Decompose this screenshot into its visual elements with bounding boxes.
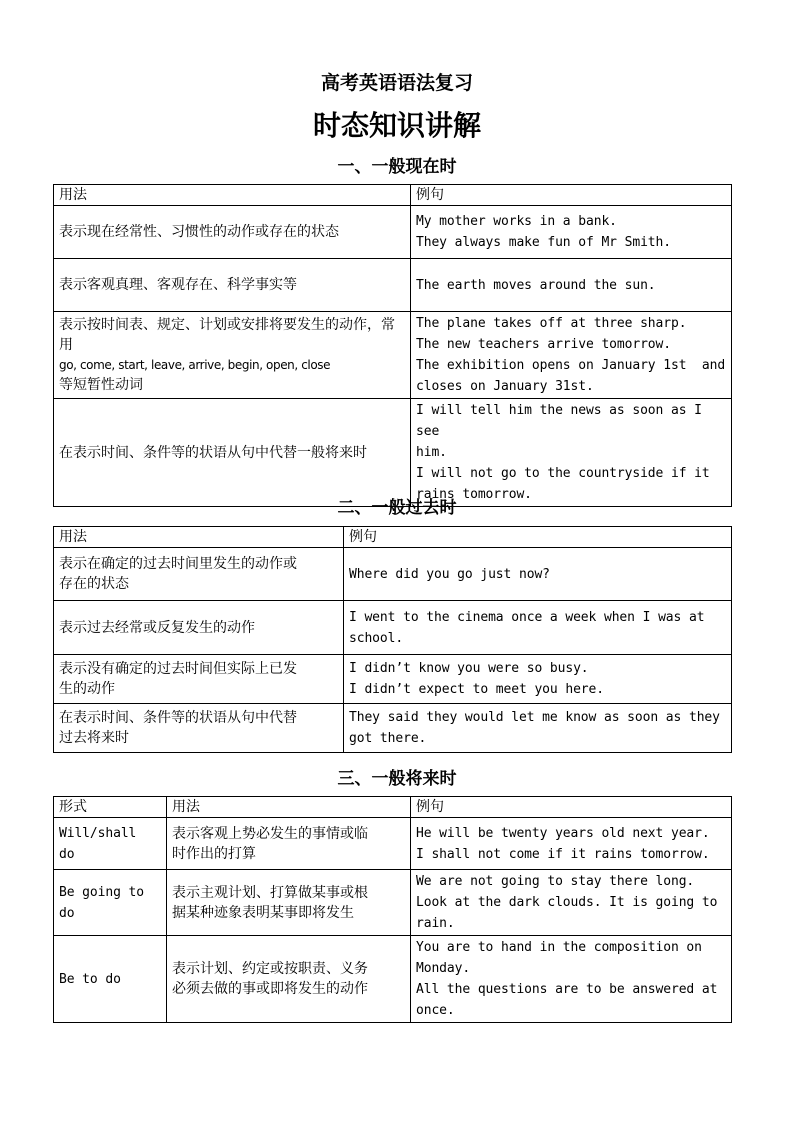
usage-line: 生的动作 [59,681,115,697]
table-header-row [54,185,732,206]
example-line: him. [416,445,447,460]
example-line: He will be twenty years old next year. [416,825,710,841]
table-row [54,870,732,936]
usage-line: 表示在确定的过去时间里发生的动作或 [59,556,297,572]
example-cell [411,936,732,1023]
table-row [54,936,732,1023]
example-line: We are not going to stay there long. [416,874,695,889]
example-cell [411,312,732,399]
example-line: The exhibition opens on January 1st and [416,358,726,373]
usage-cell: 表示过去经常或反复发生的动作 [54,601,344,655]
usage-line: 时作出的打算 [172,845,256,862]
form-cell [54,818,167,870]
example-cell [411,259,732,312]
header-form: 形式 [54,797,167,818]
usage-line: 必须去做的事或即将发生的动作 [172,981,368,997]
table-row [54,206,732,259]
form-line: do [59,905,75,921]
usage-line: 据某种迹象表明某事即将发生 [172,904,354,921]
document-subtitle: 时态知识讲解 [312,109,481,142]
example-line: closes on January 31st. [416,379,594,394]
table-row [54,399,732,507]
usage-cell: 在表示时间、条件等的状语从句中代替一般将来时 [54,399,411,507]
usage-line: 过去将来时 [59,730,129,746]
example-line: They always make fun of Mr Smith. [416,235,671,250]
example-line: My mother works in a bank. [416,214,617,229]
table-future-simple [53,796,732,1023]
example-line: All the questions are to be answered at [416,982,718,997]
table-past-simple [53,526,732,753]
table-header-row [54,527,732,548]
header-example: 例句 [411,185,732,206]
form-line: do [59,846,75,862]
example-line: The earth moves around the sun. [416,277,656,293]
header-example: 例句 [411,797,732,818]
example-cell [411,870,732,936]
usage-cell [167,936,411,1023]
usage-line: 表示没有确定的过去时间但实际上已发 [59,661,297,677]
example-line: The new teachers arrive tomorrow. [416,337,671,352]
section-heading-past: 二、一般过去时 [337,498,457,518]
header-usage: 用法 [54,185,411,206]
form-line: Be going to [59,884,144,900]
usage-line: 表示主观计划、打算做某事或根 [172,884,368,901]
table-row [54,312,732,399]
example-cell [344,655,732,704]
example-line: Monday. [416,961,471,976]
usage-line: 表示按时间表、规定、计划或安排将要发生的动作，常用 [59,317,395,353]
table-row [54,601,732,655]
example-line: I didn’t know you were so busy. [349,661,589,676]
example-line: rain. [416,916,455,931]
usage-line: 表示客观上势必发生的事情或临 [172,825,368,842]
example-line: Where did you go just now? [349,566,550,582]
example-cell [411,206,732,259]
example-line: Look at the dark clouds. It is going to [416,895,718,910]
form-cell [54,870,167,936]
usage-cell [54,655,344,704]
example-line: I will tell him the news as soon as I see [416,403,702,439]
usage-cell: 表示现在经常性、习惯性的动作或存在的状态 [54,206,411,259]
usage-cell [167,870,411,936]
usage-cell [54,548,344,601]
example-line: rains tomorrow. [416,487,532,502]
example-cell [411,399,732,507]
usage-line: 等短暂性动词 [59,377,143,393]
example-line: once. [416,1003,455,1018]
table-row [54,548,732,601]
usage-line: go, come, start, leave, arrive, begin, open, close [59,358,331,372]
section-heading-future: 三、一般将来时 [337,769,457,789]
example-line: I didn’t expect to meet you here. [349,682,604,697]
example-cell [411,818,732,870]
example-line: They said they would let me know as soon as they [349,710,720,725]
example-line: got there. [349,731,427,746]
document-title: 高考英语语法复习 [320,72,473,94]
usage-cell [54,312,411,399]
form-line: Will/shall [59,825,137,841]
form-cell [54,936,167,1023]
example-cell [344,704,732,753]
section-heading-present: 一、一般现在时 [337,157,457,177]
header-example: 例句 [344,527,732,548]
usage-line: 存在的状态 [59,576,129,592]
example-line: school. [349,630,404,646]
form-line: Be to do [59,971,121,987]
usage-line: 表示计划、约定或按职责、义务 [172,961,368,977]
table-row [54,655,732,704]
example-line: The plane takes off at three sharp. [416,316,687,331]
usage-line: 在表示时间、条件等的状语从句中代替 [59,710,297,726]
table-row [54,818,732,870]
example-line: You are to hand in the composition on [416,940,702,955]
table-row [54,259,732,312]
example-line: I went to the cinema once a week when I was at [349,609,705,625]
usage-cell [167,818,411,870]
example-cell [344,601,732,655]
example-cell [344,548,732,601]
example-line: I shall not come if it rains tomorrow. [416,846,710,862]
usage-cell [54,704,344,753]
header-usage: 用法 [167,797,411,818]
example-line: I will not go to the countryside if it [416,466,710,481]
table-present-simple [53,184,732,507]
table-row [54,704,732,753]
header-usage: 用法 [54,527,344,548]
usage-cell: 表示客观真理、客观存在、科学事实等 [54,259,411,312]
table-header-row [54,797,732,818]
